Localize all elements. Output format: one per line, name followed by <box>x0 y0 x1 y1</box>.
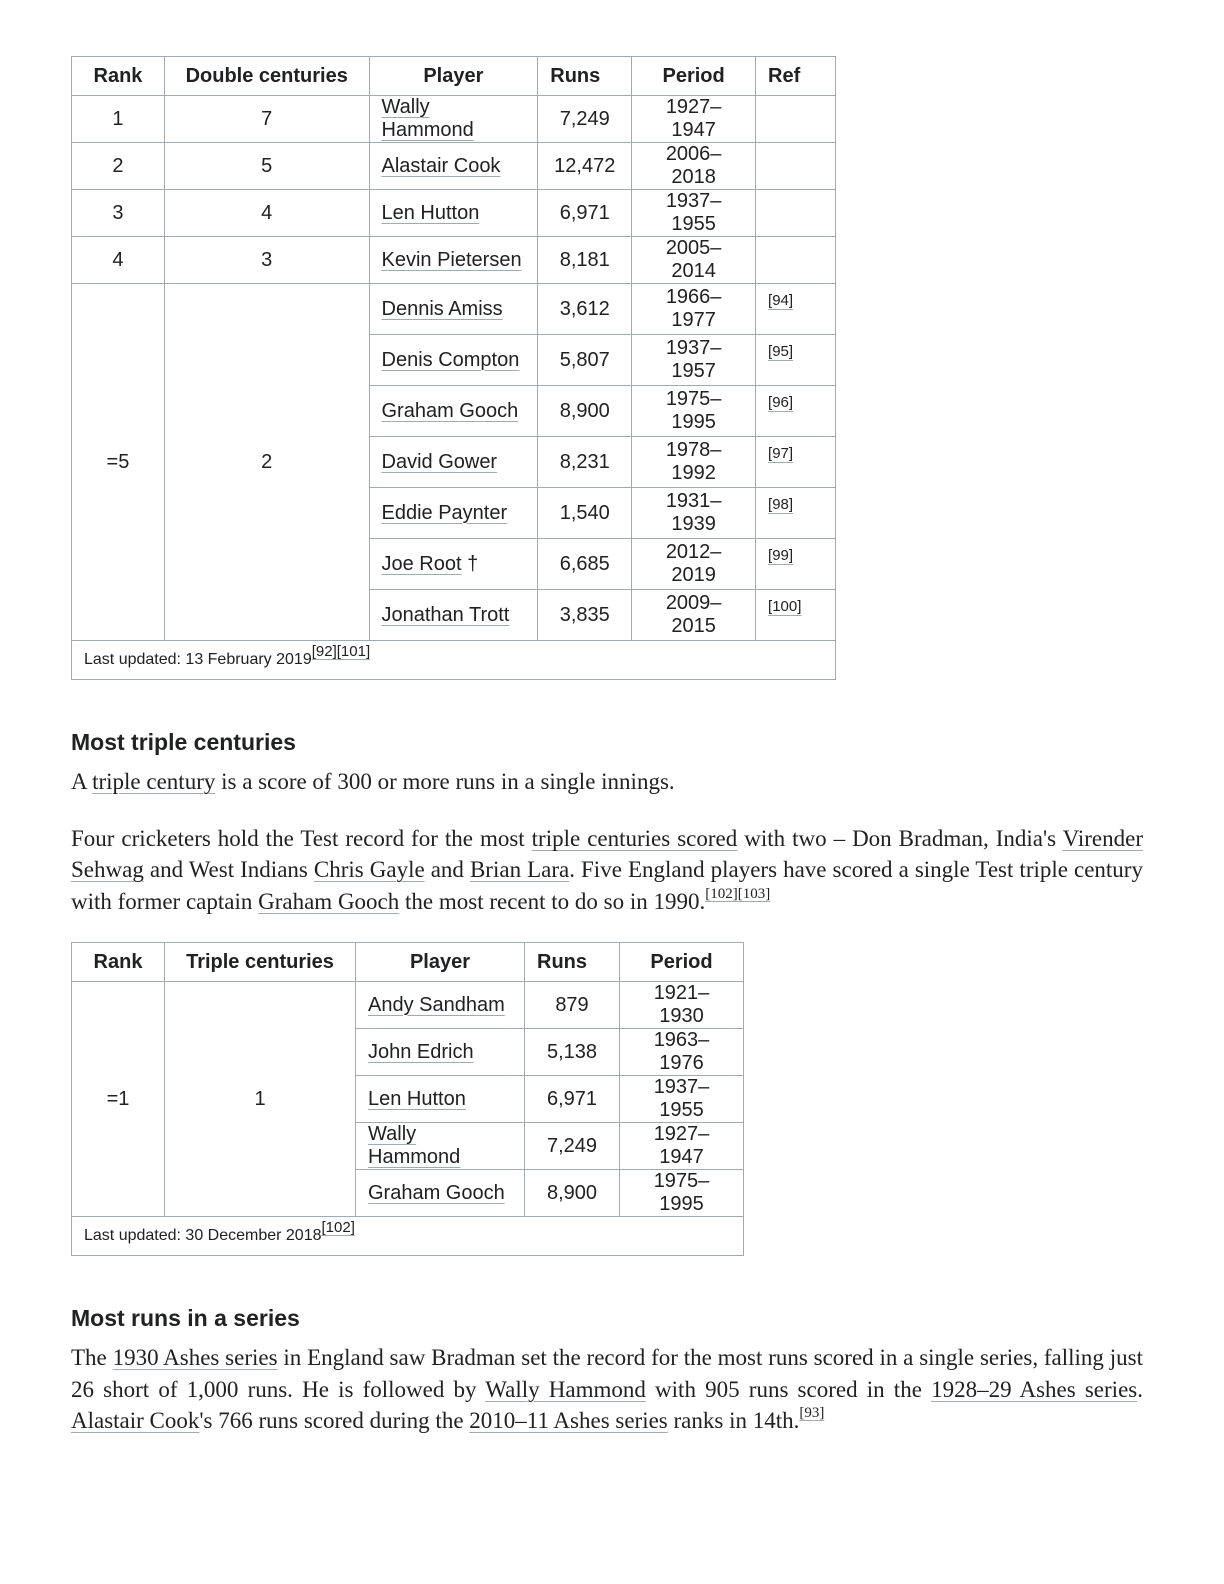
col-header-ref: Ref <box>756 57 836 96</box>
last-updated-note: Last updated: 30 December 2018[102] <box>72 1217 744 1256</box>
period-cell: 2009–2015 <box>632 590 756 641</box>
period-cell: 1937–1955 <box>632 190 756 237</box>
runs-cell: 7,249 <box>525 1123 620 1170</box>
table-header-row <box>72 943 744 982</box>
period-cell: 1921–1930 <box>620 982 744 1029</box>
runs-cell: 8,900 <box>538 386 632 437</box>
count-cell: 2 <box>164 284 369 641</box>
table-row <box>72 982 744 1029</box>
ref-link[interactable]: [95] <box>768 343 794 360</box>
player-link[interactable]: Andy Sandham <box>368 993 505 1016</box>
ashes-2010-11-link[interactable]: 2010–11 Ashes series <box>469 1408 668 1433</box>
player-link[interactable]: Graham Gooch <box>368 1181 505 1204</box>
runs-cell: 7,249 <box>538 96 632 143</box>
runs-cell: 5,138 <box>525 1029 620 1076</box>
table-row <box>72 284 836 335</box>
count-cell: 1 <box>165 982 356 1217</box>
player-link[interactable]: Wally Hammond <box>381 96 474 141</box>
double-centuries-table <box>71 56 836 680</box>
runs-cell: 3,835 <box>538 590 632 641</box>
col-header-rank: Rank <box>72 943 165 982</box>
last-updated-note: Last updated: 13 February 2019[92][101] <box>72 641 836 680</box>
count-cell: 3 <box>164 237 369 284</box>
period-cell: 1937–1955 <box>620 1076 744 1123</box>
period-cell: 1975–1995 <box>620 1170 744 1217</box>
rank-cell: 1 <box>72 96 165 143</box>
ref-link[interactable]: [98] <box>768 496 794 513</box>
period-cell: 1963–1976 <box>620 1029 744 1076</box>
col-header-runs: Runs <box>538 57 632 96</box>
triple-century-link[interactable]: triple century <box>92 769 216 794</box>
col-header-rank: Rank <box>72 57 165 96</box>
player-link[interactable]: Dennis Amiss <box>381 297 503 320</box>
count-cell: 4 <box>164 190 369 237</box>
citation-link[interactable]: [101] <box>336 642 371 660</box>
count-cell: 7 <box>164 96 369 143</box>
rank-cell: 3 <box>72 190 165 237</box>
player-link[interactable]: Denis Compton <box>381 348 520 371</box>
paragraph: The 1930 Ashes series in England saw Bradman set the record for the most runs scored in a single series, falling just 26 short of 1,000 runs. He is followed by Wally Hammond with 905 runs scored in the 1928–29 Ashes series. Alastair Cook's 766 runs scored during the 2010–11 Ashes series ranks in 14th.[93] <box>71 1345 1143 1433</box>
ref-link[interactable]: [94] <box>768 292 794 309</box>
player-link[interactable]: Joe Root <box>381 552 462 575</box>
player-suffix: † <box>461 552 479 575</box>
ashes-1930-link[interactable]: 1930 Ashes series <box>112 1345 278 1370</box>
player-link[interactable]: Wally Hammond <box>368 1123 461 1168</box>
player-link[interactable]: Jonathan Trott <box>381 603 510 626</box>
citation-link[interactable]: [102] <box>321 1218 355 1236</box>
runs-cell: 6,971 <box>525 1076 620 1123</box>
ref-cell <box>756 237 836 284</box>
table-row <box>72 143 836 190</box>
period-cell: 1937–1957 <box>632 335 756 386</box>
table-row <box>72 190 836 237</box>
col-header-runs: Runs <box>525 943 620 982</box>
chris-gayle-link[interactable]: Chris Gayle <box>313 857 425 882</box>
runs-cell: 6,971 <box>538 190 632 237</box>
table-header-row <box>72 57 836 96</box>
player-link[interactable]: David Gower <box>381 450 498 473</box>
table-footer-row <box>72 1217 744 1256</box>
period-cell: 1966–1977 <box>632 284 756 335</box>
runs-cell: 879 <box>525 982 620 1029</box>
paragraph: Four cricketers hold the Test record for the most triple centuries scored with two – Don Bradman, India's Virender Sehwag and West Indians Chris Gayle and Brian Lara. Five England players have scored a single Test triple century with former captain Graham Gooch the most recent to do so in 1990.[102][103] <box>71 825 1143 914</box>
table-footer-row <box>72 641 836 680</box>
player-link[interactable]: Kevin Pietersen <box>381 248 522 271</box>
section-heading-most-runs-series: Most runs in a series <box>71 1305 300 1331</box>
rank-cell: =5 <box>72 284 165 641</box>
ref-cell <box>756 96 836 143</box>
col-header-player: Player <box>356 943 525 982</box>
col-header-period: Period <box>620 943 744 982</box>
rank-cell: =1 <box>72 982 165 1217</box>
ref-link[interactable]: [97] <box>768 445 794 462</box>
section-heading-triple-centuries: Most triple centuries <box>71 729 296 755</box>
paragraph: A triple century is a score of 300 or more runs in a single innings. <box>71 769 675 794</box>
graham-gooch-link[interactable]: Graham Gooch <box>258 888 400 914</box>
ref-link[interactable]: [99] <box>768 547 794 564</box>
runs-cell: 5,807 <box>538 335 632 386</box>
citation-link[interactable]: [92] <box>311 642 337 660</box>
runs-cell: 6,685 <box>538 539 632 590</box>
player-link[interactable]: Len Hutton <box>368 1087 466 1110</box>
ashes-1928-29-link[interactable]: 1928–29 Ashes series <box>931 1376 1138 1402</box>
ref-cell <box>756 190 836 237</box>
alastair-cook-link[interactable]: Alastair Cook <box>71 1408 200 1433</box>
col-header-period: Period <box>632 57 756 96</box>
article-content <box>71 56 1143 1437</box>
period-cell: 2005–2014 <box>632 237 756 284</box>
citation-link[interactable]: [93] <box>799 1405 825 1422</box>
period-cell: 1931–1939 <box>632 488 756 539</box>
count-cell: 5 <box>164 143 369 190</box>
period-cell: 1927–1947 <box>620 1123 744 1170</box>
col-header-player: Player <box>369 57 538 96</box>
player-link[interactable]: John Edrich <box>368 1040 474 1063</box>
period-cell: 2012–2019 <box>632 539 756 590</box>
table-row <box>72 96 836 143</box>
player-link[interactable]: Eddie Paynter <box>381 501 508 524</box>
ref-link[interactable]: [96] <box>768 394 794 411</box>
runs-cell: 8,900 <box>525 1170 620 1217</box>
runs-cell: 12,472 <box>538 143 632 190</box>
citation-link[interactable]: [103] <box>737 885 771 902</box>
period-cell: 1975–1995 <box>632 386 756 437</box>
rank-cell: 4 <box>72 237 165 284</box>
player-link[interactable]: Graham Gooch <box>381 399 519 422</box>
player-link[interactable]: Alastair Cook <box>381 154 501 177</box>
ref-link[interactable]: [100] <box>768 598 802 615</box>
col-header-triple-centuries: Triple centuries <box>165 943 356 982</box>
table-row <box>72 237 836 284</box>
runs-cell: 1,540 <box>538 488 632 539</box>
period-cell: 2006–2018 <box>632 143 756 190</box>
wally-hammond-link[interactable]: Wally Hammond <box>485 1376 646 1402</box>
virender-sehwag-link[interactable]: Virender Sehwag <box>71 825 1143 882</box>
runs-cell: 3,612 <box>538 284 632 335</box>
brian-lara-link[interactable]: Brian Lara <box>469 857 570 882</box>
ref-cell <box>756 143 836 190</box>
period-cell: 1927–1947 <box>632 96 756 143</box>
triple-centuries-table <box>71 942 744 1256</box>
period-cell: 1978–1992 <box>632 437 756 488</box>
rank-cell: 2 <box>72 143 165 190</box>
runs-cell: 8,231 <box>538 437 632 488</box>
triple-centuries-scored-link[interactable]: triple centuries scored <box>531 825 738 851</box>
col-header-double-centuries: Double centuries <box>164 57 369 96</box>
player-link[interactable]: Len Hutton <box>381 201 480 224</box>
citation-link[interactable]: [102] <box>705 885 738 902</box>
runs-cell: 8,181 <box>538 237 632 284</box>
